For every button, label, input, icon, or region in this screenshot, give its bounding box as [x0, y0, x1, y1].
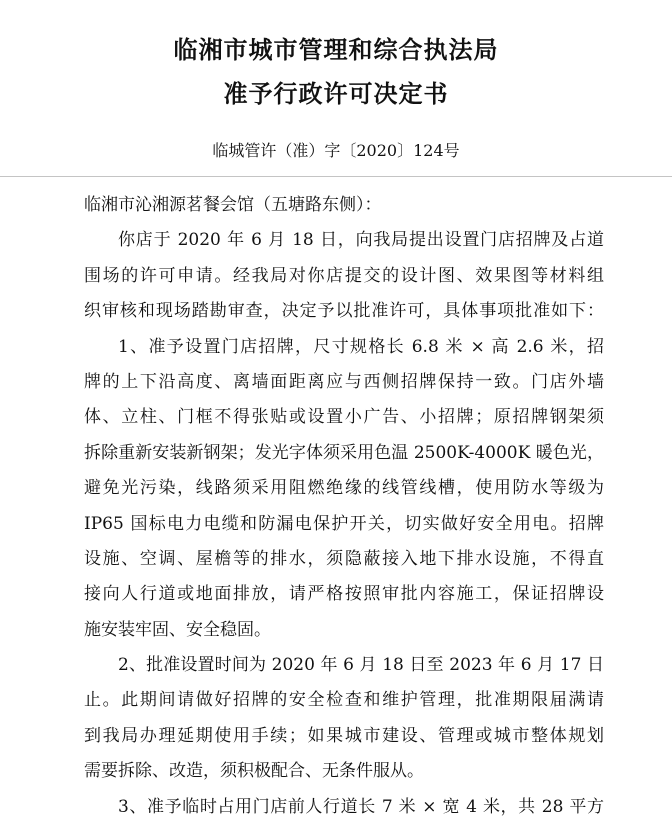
text-line: 围场的许可申请。经我局对你店提交的设计图、效果图等材料组	[84, 265, 604, 286]
paragraph-item-1	[84, 330, 604, 649]
document-number: 临城管许（准）字〔2020〕124号	[212, 141, 460, 160]
paragraph-item-3	[84, 790, 604, 825]
text-line: 1、准予设置门店招牌，尺寸规格长 6.8 米 × 高 2.6 米，招	[118, 336, 604, 357]
paragraph-intro	[84, 223, 604, 329]
paragraph-item-2	[84, 648, 604, 790]
text-line: 体、立柱、门框不得张贴或设置小广告、小招牌；原招牌钢架须	[84, 407, 604, 428]
agency-title: 临湘市城市管理和综合执法局	[173, 35, 499, 64]
text-line: 牌的上下沿高度、离墙面距离应与西侧招牌保持一致。门店外墙	[84, 371, 604, 392]
text-line: 接向人行道或地面排放，请严格按照审批内容施工，保证招牌设	[84, 584, 604, 605]
header-divider	[0, 176, 672, 177]
text-line: 拆除重新安装新钢架；发光字体须采用色温 2500K-4000K 暖色光，	[84, 442, 604, 463]
text-line: 施安装牢固、安全稳固。	[84, 619, 271, 640]
document-title: 准予行政许可决定书	[223, 79, 449, 108]
text-line: 避免光污染，线路须采用阻燃绝缘的线管线槽，使用防水等级为	[84, 478, 604, 499]
text-line: 3、准予临时占用门店前人行道长 7 米 × 宽 4 米，共 28 平方	[118, 796, 604, 817]
text-line: 设施、空调、屋檐等的排水，须隐蔽接入地下排水设施，不得直	[84, 548, 604, 569]
text-line: 止。此期间请做好招牌的安全检查和维护管理，批准期限届满请	[84, 690, 604, 711]
addressee: 临湘市沁湘源茗餐会馆（五塘路东侧）：	[84, 195, 382, 215]
text-line: 你店于 2020 年 6 月 18 日，向我局提出设置门店招牌及占道	[118, 230, 604, 251]
text-line: IP65 国标电力电缆和防漏电保护开关，切实做好安全用电。招牌	[84, 513, 604, 534]
text-line: 织审核和现场踏勘审查，决定予以批准许可，具体事项批准如下：	[84, 301, 604, 322]
text-line: 2、批准设置时间为 2020 年 6 月 18 日至 2023 年 6 月 17 日	[118, 655, 604, 676]
text-line: 到我局办理延期使用手续；如果城市建设、管理或城市整体规划	[84, 725, 604, 746]
document-body	[84, 188, 604, 825]
text-line: 需要拆除、改造，须积极配合、无条件服从。	[84, 761, 424, 782]
